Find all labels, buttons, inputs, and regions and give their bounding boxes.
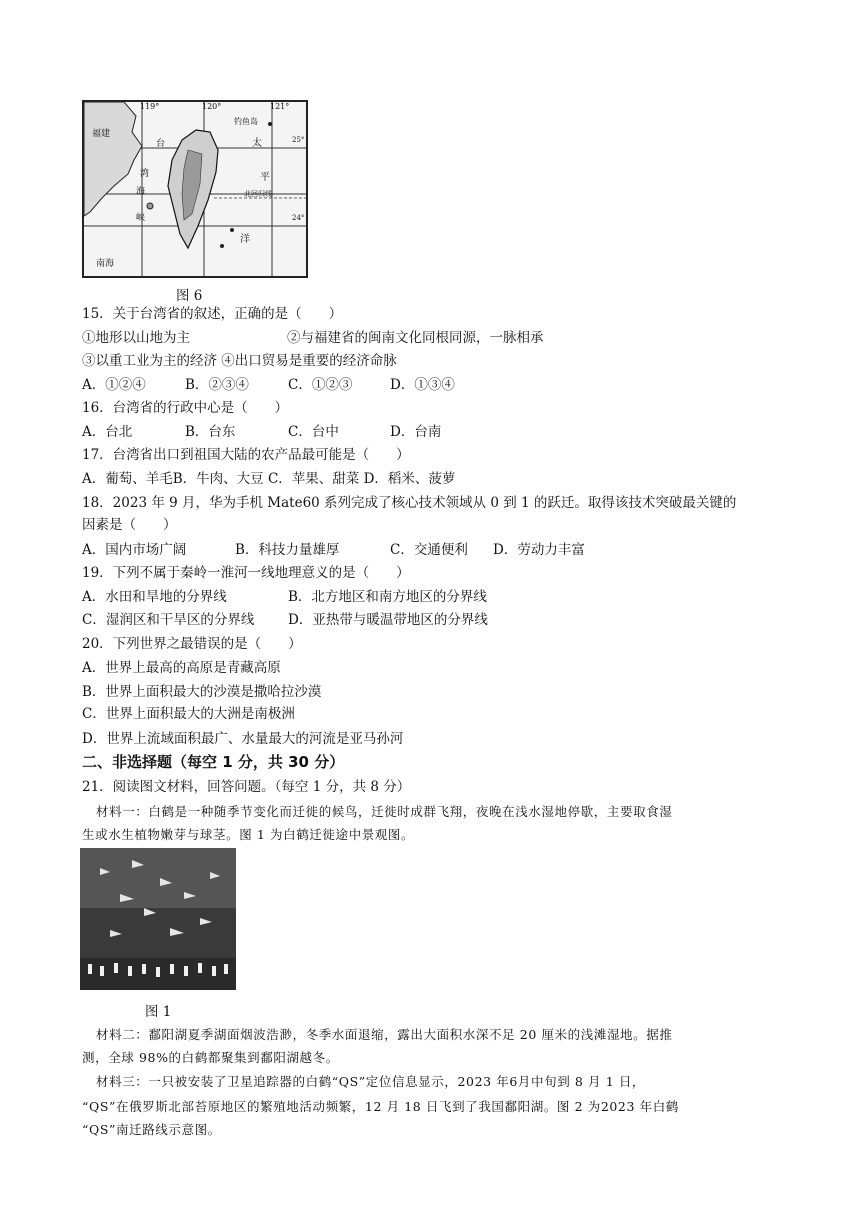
q15-options bbox=[82, 376, 455, 394]
question-15-statements bbox=[82, 329, 544, 347]
label-xia: 峡 bbox=[136, 213, 146, 223]
mainland-coast-shape bbox=[84, 102, 142, 216]
island-mark bbox=[230, 228, 234, 232]
question-16-stem: 16．台湾省的行政中心是（ ） bbox=[82, 400, 289, 416]
q16-option-b: B．台东 bbox=[185, 424, 236, 440]
q18-option-a: A．国内市场广阔 bbox=[82, 542, 187, 558]
q15-statement-2: ②与福建省的闽南文化同根同源，一脉相承 bbox=[287, 330, 544, 346]
q18-options bbox=[82, 541, 585, 559]
q15-statement-1: ①地形以山地为主 bbox=[82, 330, 190, 346]
label-ping: 平 bbox=[260, 172, 270, 183]
figure-1-caption: 图 1 bbox=[145, 1004, 172, 1020]
q16-options bbox=[82, 423, 441, 441]
question-15-stem: 15．关于台湾省的叙述，正确的是（ ） bbox=[82, 306, 343, 322]
q18-option-b: B．科技力量雄厚 bbox=[235, 542, 340, 558]
lon-label-3: 121° bbox=[270, 102, 290, 111]
q19-option-a: A．水田和旱地的分界线 bbox=[82, 589, 227, 605]
q19-option-c: C．湿润区和干旱区的分界线 bbox=[82, 612, 255, 628]
lon-label-2: 120° bbox=[202, 102, 222, 111]
material-2-line-1: 材料二：鄱阳湖夏季湖面烟波浩渺，冬季水面退缩，露出大面积水深不足 20 厘米的浅滩湿地。据推 bbox=[96, 1027, 673, 1042]
q16-option-d: D．台南 bbox=[390, 424, 442, 440]
lat-label-24: 24° bbox=[292, 214, 305, 222]
q16-option-c: C．台中 bbox=[288, 424, 339, 440]
material-3-line-2: “QS”在俄罗斯北部苔原地区的繁殖地活动频繁，12 月 18 日飞到了我国鄱阳湖。图 2 为2023 年白鹤 bbox=[82, 1099, 679, 1114]
material-3-line-1: 材料三：一只被安装了卫星追踪器的白鹤“QS”定位信息显示，2023 年6月中旬到 8 月 1 日， bbox=[96, 1074, 646, 1089]
label-fujian: 福建 bbox=[92, 129, 111, 139]
diaoyu-island-mark bbox=[268, 122, 272, 126]
label-hai: 海 bbox=[136, 187, 146, 197]
question-19-stem: 19．下列不属于秦岭一淮河一线地理意义的是（ ） bbox=[82, 565, 410, 581]
q19-options-row1 bbox=[82, 588, 487, 606]
crane-photo bbox=[80, 848, 236, 990]
question-18-stem-cont: 因素是（ ） bbox=[82, 517, 177, 533]
question-17-stem: 17．台湾省出口到祖国大陆的农产品最可能是（ ） bbox=[82, 447, 410, 463]
crane-photo-svg bbox=[80, 848, 236, 990]
q20-option-d: D．世界上流域面积最广、水量最大的河流是亚马孙河 bbox=[82, 731, 404, 747]
material-1-line-1: 材料一：白鹤是一种随季节变化而迁徙的候鸟，迁徙时成群飞翔，夜晚在浅水湿地停歇，主要取食湿 bbox=[96, 804, 673, 819]
label-yang: 洋 bbox=[240, 234, 250, 245]
q20-option-b: B．世界上面积最大的沙漠是撒哈拉沙漠 bbox=[82, 684, 322, 700]
label-nanhai: 南海 bbox=[96, 259, 115, 269]
q15-option-c: C．①②③ bbox=[288, 377, 353, 393]
label-tropic: 北回归线 bbox=[244, 190, 272, 198]
label-tai: 太 bbox=[252, 138, 262, 149]
label-diaoyu: 钓鱼岛 bbox=[234, 117, 258, 126]
q17-options: A．葡萄、羊毛B．牛肉、大豆 C．苹果、甜菜 D．稻米、菠萝 bbox=[82, 471, 456, 487]
island-mark bbox=[220, 244, 224, 248]
q16-option-a: A．台北 bbox=[82, 424, 133, 440]
lon-label-1: 119° bbox=[140, 102, 160, 111]
lat-label-25: 25° bbox=[292, 136, 305, 144]
figure-6-caption: 图 6 bbox=[176, 288, 203, 304]
material-1-line-2: 生或水生植物嫩芽与球茎。图 1 为白鹤迁徙途中景观图。 bbox=[82, 827, 415, 842]
q20-option-c: C．世界上面积最大的大洲是南极洲 bbox=[82, 706, 295, 722]
q15-option-d: D．①③④ bbox=[390, 377, 455, 393]
label-taiwan: 台 bbox=[156, 139, 166, 149]
question-21-stem: 21．阅读图文材料，回答问题。（每空 1 分，共 8 分） bbox=[82, 779, 411, 795]
penghu-islands-mark bbox=[147, 203, 153, 209]
material-2-line-2: 测，全球 98%的白鹤都聚集到鄱阳湖越冬。 bbox=[82, 1050, 339, 1065]
taiwan-map-figure bbox=[82, 100, 308, 278]
q18-option-c: C．交通便利 bbox=[390, 542, 468, 558]
q19-option-b: B．北方地区和南方地区的分界线 bbox=[288, 589, 487, 605]
material-3-line-3: “QS”南迁路线示意图。 bbox=[82, 1122, 221, 1137]
question-18-stem: 18．2023 年 9 月，华为手机 Mate60 系列完成了核心技术领域从 0 到 1 的跃迁。取得该技术突破最关键的 bbox=[82, 495, 737, 511]
taiwan-map-svg bbox=[84, 102, 306, 276]
q20-option-a: A．世界上最高的高原是青藏高原 bbox=[82, 660, 281, 676]
q15-option-b: B．②③④ bbox=[185, 377, 249, 393]
q15-option-a: A．①②④ bbox=[82, 377, 146, 393]
q18-option-d: D．劳动力丰富 bbox=[493, 542, 585, 558]
q19-options-row2 bbox=[82, 611, 488, 629]
q15-statement-3-4: ③以重工业为主的经济 ④出口贸易是重要的经济命脉 bbox=[82, 353, 397, 369]
question-20-stem: 20．下列世界之最错误的是（ ） bbox=[82, 636, 302, 652]
q19-option-d: D．亚热带与暖温带地区的分界线 bbox=[288, 612, 488, 628]
label-wan: 湾 bbox=[140, 169, 150, 179]
section-2-heading: 二、非选择题（每空 1 分，共 30 分） bbox=[82, 753, 345, 771]
